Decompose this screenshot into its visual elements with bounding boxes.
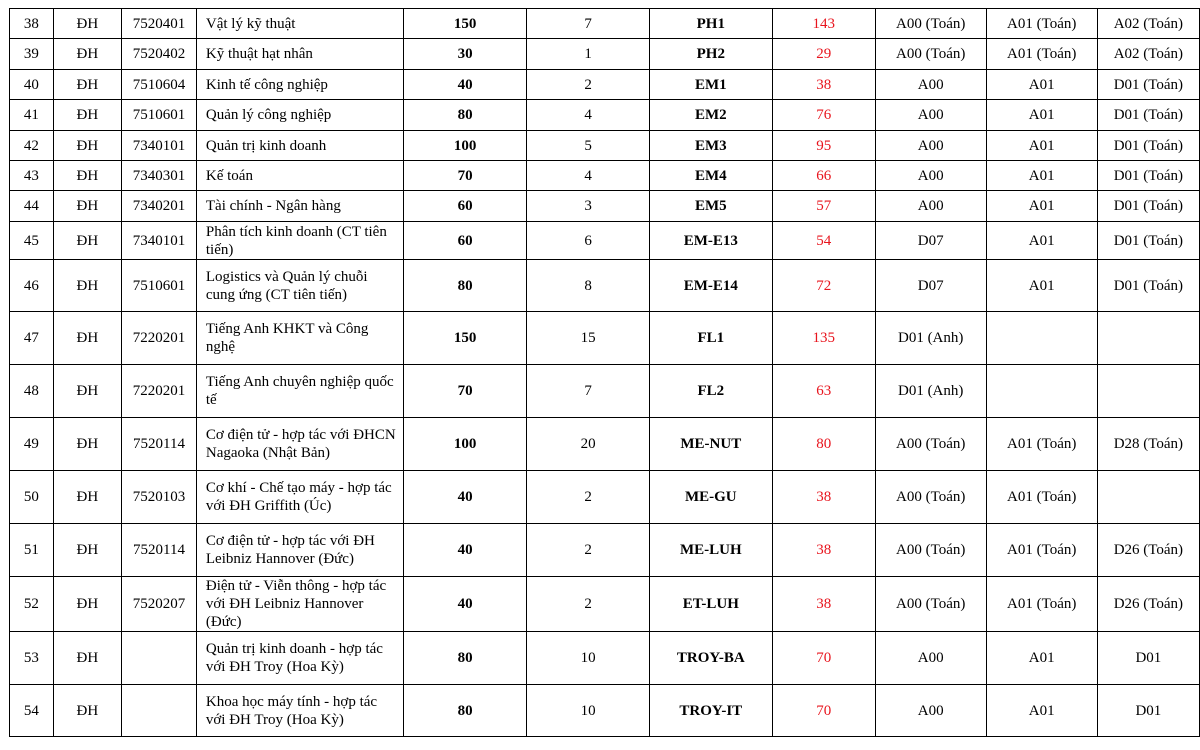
- extra-quota-cell: 6: [527, 222, 649, 260]
- subject-combo-3-cell: [1097, 471, 1199, 524]
- program-name-cell: Quản trị kinh doanh: [196, 131, 403, 161]
- table-row: [10, 39, 1200, 70]
- table-row: [10, 577, 1200, 632]
- subject-combo-2-cell: A01: [986, 131, 1097, 161]
- subject-combo-3-cell: D01 (Toán): [1097, 100, 1199, 131]
- level-cell: ĐH: [53, 191, 121, 222]
- group-code-cell: ET-LUH: [649, 577, 772, 632]
- group-code-cell: EM1: [649, 70, 772, 100]
- extra-quota-cell: 2: [527, 524, 649, 577]
- program-code-cell: 7340101: [122, 131, 197, 161]
- program-code-cell: 7340301: [122, 161, 197, 191]
- program-code-cell: 7520207: [122, 577, 197, 632]
- subject-combo-1-cell: A00 (Toán): [875, 9, 986, 39]
- table-row: [10, 222, 1200, 260]
- adjusted-quota-cell: 66: [772, 161, 875, 191]
- program-code-cell: 7220201: [122, 365, 197, 418]
- row-number: 44: [10, 191, 54, 222]
- subject-combo-2-cell: A01: [986, 191, 1097, 222]
- quota-cell: 80: [403, 260, 527, 312]
- level-cell: ĐH: [53, 161, 121, 191]
- subject-combo-2-cell: A01 (Toán): [986, 577, 1097, 632]
- table-row: [10, 70, 1200, 100]
- adjusted-quota-cell: 70: [772, 685, 875, 737]
- adjusted-quota-cell: 80: [772, 418, 875, 471]
- level-cell: ĐH: [53, 632, 121, 685]
- quota-cell: 60: [403, 222, 527, 260]
- quota-cell: 150: [403, 312, 527, 365]
- adjusted-quota-cell: 54: [772, 222, 875, 260]
- level-cell: ĐH: [53, 312, 121, 365]
- extra-quota-cell: 10: [527, 685, 649, 737]
- adjusted-quota-cell: 29: [772, 39, 875, 70]
- row-number: 53: [10, 632, 54, 685]
- subject-combo-2-cell: A01 (Toán): [986, 471, 1097, 524]
- subject-combo-1-cell: A00: [875, 161, 986, 191]
- extra-quota-cell: 8: [527, 260, 649, 312]
- quota-cell: 80: [403, 100, 527, 131]
- row-number: 52: [10, 577, 54, 632]
- row-number: 39: [10, 39, 54, 70]
- adjusted-quota-cell: 38: [772, 577, 875, 632]
- subject-combo-3-cell: A02 (Toán): [1097, 9, 1199, 39]
- extra-quota-cell: 5: [527, 131, 649, 161]
- program-name-cell: Điện tử - Viễn thông - hợp tác với ĐH Leibniz Hannover (Đức): [196, 577, 403, 632]
- extra-quota-cell: 20: [527, 418, 649, 471]
- level-cell: ĐH: [53, 39, 121, 70]
- level-cell: ĐH: [53, 524, 121, 577]
- quota-cell: 100: [403, 131, 527, 161]
- program-name-cell: Cơ điện tử - hợp tác với ĐH Leibniz Hannover (Đức): [196, 524, 403, 577]
- adjusted-quota-cell: 57: [772, 191, 875, 222]
- program-code-cell: 7510601: [122, 260, 197, 312]
- subject-combo-1-cell: A00: [875, 191, 986, 222]
- extra-quota-cell: 2: [527, 70, 649, 100]
- group-code-cell: ME-LUH: [649, 524, 772, 577]
- program-code-cell: 7340101: [122, 222, 197, 260]
- extra-quota-cell: 3: [527, 191, 649, 222]
- group-code-cell: PH2: [649, 39, 772, 70]
- subject-combo-2-cell: A01 (Toán): [986, 418, 1097, 471]
- program-name-cell: Phân tích kinh doanh (CT tiên tiến): [196, 222, 403, 260]
- extra-quota-cell: 7: [527, 365, 649, 418]
- program-code-cell: 7520114: [122, 418, 197, 471]
- program-code-cell: 7510601: [122, 100, 197, 131]
- subject-combo-1-cell: A00 (Toán): [875, 418, 986, 471]
- group-code-cell: EM4: [649, 161, 772, 191]
- quota-cell: 40: [403, 70, 527, 100]
- row-number: 41: [10, 100, 54, 131]
- row-number: 54: [10, 685, 54, 737]
- quota-cell: 80: [403, 632, 527, 685]
- program-code-cell: 7520401: [122, 9, 197, 39]
- group-code-cell: FL1: [649, 312, 772, 365]
- extra-quota-cell: 7: [527, 9, 649, 39]
- row-number: 42: [10, 131, 54, 161]
- adjusted-quota-cell: 70: [772, 632, 875, 685]
- subject-combo-1-cell: A00 (Toán): [875, 471, 986, 524]
- quota-cell: 40: [403, 524, 527, 577]
- subject-combo-2-cell: A01: [986, 632, 1097, 685]
- admissions-table: [9, 8, 1200, 737]
- subject-combo-3-cell: D01 (Toán): [1097, 131, 1199, 161]
- level-cell: ĐH: [53, 418, 121, 471]
- subject-combo-1-cell: D07: [875, 260, 986, 312]
- subject-combo-2-cell: A01 (Toán): [986, 9, 1097, 39]
- table-row: [10, 524, 1200, 577]
- table-row: [10, 9, 1200, 39]
- adjusted-quota-cell: 38: [772, 471, 875, 524]
- level-cell: ĐH: [53, 365, 121, 418]
- program-name-cell: Cơ điện tử - hợp tác với ĐHCN Nagaoka (Nhật Bản): [196, 418, 403, 471]
- subject-combo-2-cell: [986, 312, 1097, 365]
- program-name-cell: Tiếng Anh KHKT và Công nghệ: [196, 312, 403, 365]
- table-row: [10, 191, 1200, 222]
- subject-combo-3-cell: D01 (Toán): [1097, 70, 1199, 100]
- program-name-cell: Quản lý công nghiệp: [196, 100, 403, 131]
- subject-combo-1-cell: A00: [875, 632, 986, 685]
- row-number: 40: [10, 70, 54, 100]
- level-cell: ĐH: [53, 685, 121, 737]
- subject-combo-1-cell: D07: [875, 222, 986, 260]
- subject-combo-3-cell: D01 (Toán): [1097, 260, 1199, 312]
- subject-combo-1-cell: A00: [875, 131, 986, 161]
- group-code-cell: PH1: [649, 9, 772, 39]
- quota-cell: 40: [403, 471, 527, 524]
- row-number: 43: [10, 161, 54, 191]
- subject-combo-1-cell: A00 (Toán): [875, 524, 986, 577]
- subject-combo-3-cell: A02 (Toán): [1097, 39, 1199, 70]
- subject-combo-2-cell: [986, 365, 1097, 418]
- table-row: [10, 100, 1200, 131]
- table-row: [10, 418, 1200, 471]
- program-name-cell: Vật lý kỹ thuật: [196, 9, 403, 39]
- program-code-cell: [122, 632, 197, 685]
- group-code-cell: FL2: [649, 365, 772, 418]
- program-name-cell: Kỹ thuật hạt nhân: [196, 39, 403, 70]
- subject-combo-2-cell: A01 (Toán): [986, 39, 1097, 70]
- program-name-cell: Kinh tế công nghiệp: [196, 70, 403, 100]
- quota-cell: 70: [403, 161, 527, 191]
- subject-combo-1-cell: A00: [875, 100, 986, 131]
- quota-cell: 100: [403, 418, 527, 471]
- subject-combo-3-cell: [1097, 312, 1199, 365]
- program-name-cell: Tài chính - Ngân hàng: [196, 191, 403, 222]
- quota-cell: 80: [403, 685, 527, 737]
- row-number: 45: [10, 222, 54, 260]
- adjusted-quota-cell: 38: [772, 70, 875, 100]
- subject-combo-1-cell: A00 (Toán): [875, 39, 986, 70]
- program-name-cell: Cơ khí - Chế tạo máy - hợp tác với ĐH Griffith (Úc): [196, 471, 403, 524]
- subject-combo-2-cell: A01: [986, 260, 1097, 312]
- level-cell: ĐH: [53, 471, 121, 524]
- level-cell: ĐH: [53, 260, 121, 312]
- row-number: 48: [10, 365, 54, 418]
- program-name-cell: Khoa học máy tính - hợp tác với ĐH Troy (Hoa Kỳ): [196, 685, 403, 737]
- subject-combo-2-cell: A01: [986, 161, 1097, 191]
- subject-combo-3-cell: D28 (Toán): [1097, 418, 1199, 471]
- table-row: [10, 131, 1200, 161]
- row-number: 47: [10, 312, 54, 365]
- extra-quota-cell: 4: [527, 100, 649, 131]
- program-code-cell: 7510604: [122, 70, 197, 100]
- program-name-cell: Tiếng Anh chuyên nghiệp quốc tế: [196, 365, 403, 418]
- level-cell: ĐH: [53, 131, 121, 161]
- program-code-cell: 7220201: [122, 312, 197, 365]
- table-row: [10, 161, 1200, 191]
- row-number: 51: [10, 524, 54, 577]
- group-code-cell: TROY-BA: [649, 632, 772, 685]
- subject-combo-3-cell: D01 (Toán): [1097, 161, 1199, 191]
- extra-quota-cell: 4: [527, 161, 649, 191]
- program-name-cell: Logistics và Quản lý chuỗi cung ứng (CT tiên tiến): [196, 260, 403, 312]
- group-code-cell: ME-GU: [649, 471, 772, 524]
- extra-quota-cell: 1: [527, 39, 649, 70]
- subject-combo-3-cell: [1097, 365, 1199, 418]
- level-cell: ĐH: [53, 222, 121, 260]
- extra-quota-cell: 2: [527, 577, 649, 632]
- program-code-cell: 7520402: [122, 39, 197, 70]
- adjusted-quota-cell: 135: [772, 312, 875, 365]
- quota-cell: 60: [403, 191, 527, 222]
- subject-combo-2-cell: A01: [986, 222, 1097, 260]
- quota-cell: 30: [403, 39, 527, 70]
- subject-combo-2-cell: A01: [986, 685, 1097, 737]
- adjusted-quota-cell: 143: [772, 9, 875, 39]
- row-number: 38: [10, 9, 54, 39]
- adjusted-quota-cell: 95: [772, 131, 875, 161]
- group-code-cell: EM5: [649, 191, 772, 222]
- adjusted-quota-cell: 38: [772, 524, 875, 577]
- adjusted-quota-cell: 72: [772, 260, 875, 312]
- subject-combo-1-cell: D01 (Anh): [875, 312, 986, 365]
- table-row: [10, 260, 1200, 312]
- level-cell: ĐH: [53, 100, 121, 131]
- program-code-cell: 7520114: [122, 524, 197, 577]
- group-code-cell: EM-E14: [649, 260, 772, 312]
- quota-cell: 150: [403, 9, 527, 39]
- level-cell: ĐH: [53, 70, 121, 100]
- quota-cell: 70: [403, 365, 527, 418]
- level-cell: ĐH: [53, 9, 121, 39]
- program-code-cell: 7340201: [122, 191, 197, 222]
- subject-combo-1-cell: A00 (Toán): [875, 577, 986, 632]
- quota-cell: 40: [403, 577, 527, 632]
- subject-combo-2-cell: A01: [986, 100, 1097, 131]
- subject-combo-2-cell: A01: [986, 70, 1097, 100]
- extra-quota-cell: 2: [527, 471, 649, 524]
- subject-combo-3-cell: D01 (Toán): [1097, 222, 1199, 260]
- table-row: [10, 471, 1200, 524]
- subject-combo-1-cell: A00: [875, 70, 986, 100]
- subject-combo-3-cell: D26 (Toán): [1097, 524, 1199, 577]
- group-code-cell: EM2: [649, 100, 772, 131]
- table-row: [10, 685, 1200, 737]
- row-number: 50: [10, 471, 54, 524]
- row-number: 46: [10, 260, 54, 312]
- program-name-cell: Kế toán: [196, 161, 403, 191]
- table-row: [10, 312, 1200, 365]
- group-code-cell: EM-E13: [649, 222, 772, 260]
- group-code-cell: ME-NUT: [649, 418, 772, 471]
- adjusted-quota-cell: 63: [772, 365, 875, 418]
- level-cell: ĐH: [53, 577, 121, 632]
- adjusted-quota-cell: 76: [772, 100, 875, 131]
- row-number: 49: [10, 418, 54, 471]
- program-name-cell: Quản trị kinh doanh - hợp tác với ĐH Troy (Hoa Kỳ): [196, 632, 403, 685]
- extra-quota-cell: 10: [527, 632, 649, 685]
- subject-combo-3-cell: D01: [1097, 685, 1199, 737]
- group-code-cell: EM3: [649, 131, 772, 161]
- extra-quota-cell: 15: [527, 312, 649, 365]
- program-code-cell: [122, 685, 197, 737]
- table-row: [10, 632, 1200, 685]
- group-code-cell: TROY-IT: [649, 685, 772, 737]
- subject-combo-3-cell: D26 (Toán): [1097, 577, 1199, 632]
- program-code-cell: 7520103: [122, 471, 197, 524]
- subject-combo-1-cell: A00: [875, 685, 986, 737]
- subject-combo-3-cell: D01 (Toán): [1097, 191, 1199, 222]
- subject-combo-2-cell: A01 (Toán): [986, 524, 1097, 577]
- subject-combo-3-cell: D01: [1097, 632, 1199, 685]
- table-row: [10, 365, 1200, 418]
- subject-combo-1-cell: D01 (Anh): [875, 365, 986, 418]
